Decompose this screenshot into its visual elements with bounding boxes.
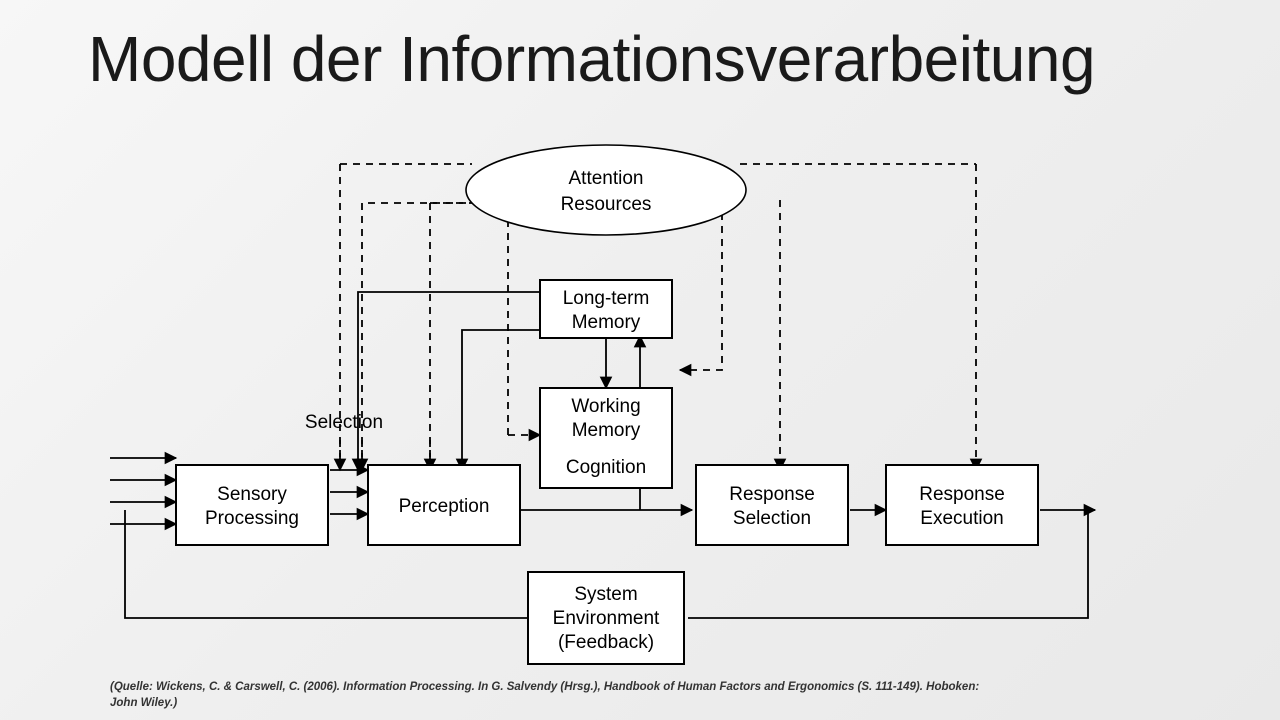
response-execution-box — [886, 465, 1038, 545]
sensory-label-line1: Sensory — [217, 484, 287, 505]
attention-label-line1: Attention — [568, 168, 644, 189]
response-selection-box — [696, 465, 848, 545]
response-execution-label-line2: Execution — [920, 508, 1004, 529]
node-system-environment[interactable] — [528, 572, 684, 664]
system-env-label-line2: Environment — [552, 608, 660, 629]
system-env-label-line1: System — [574, 584, 638, 605]
node-attention-resources[interactable] — [466, 145, 746, 235]
ltm-label-line1: Long-term — [562, 288, 650, 309]
ltm-label-line2: Memory — [571, 312, 641, 333]
sensory-label-line2: Processing — [205, 508, 299, 529]
wm-label-line1: Working — [571, 396, 641, 417]
node-long-term-memory[interactable] — [540, 280, 672, 338]
wm-label-line2: Memory — [571, 420, 641, 441]
response-execution-label-line1: Response — [919, 484, 1005, 505]
information-processing-diagram — [100, 140, 1180, 670]
selection-label: Selection — [304, 412, 384, 433]
node-perception[interactable] — [368, 465, 520, 545]
attention-label-line2: Resources — [560, 194, 652, 215]
wm-label-line3: Cognition — [565, 457, 647, 478]
page-title: Modell der Informationsverarbeitung — [88, 23, 1096, 95]
ltm-to-perception-link — [462, 330, 540, 470]
response-selection-label-line1: Response — [729, 484, 815, 505]
ltm-to-sensory-link — [358, 292, 540, 470]
node-response-execution[interactable] — [886, 465, 1038, 545]
response-selection-label-line2: Selection — [732, 508, 812, 529]
sensory-processing-box — [176, 465, 328, 545]
system-env-label-line3: (Feedback) — [557, 632, 655, 653]
node-response-selection[interactable] — [696, 465, 848, 545]
perception-label: Perception — [398, 496, 490, 517]
node-working-memory[interactable] — [540, 388, 672, 488]
source-caption: (Quelle: Wickens, C. & Carswell, C. (2006). Information Processing. In G. Salvendy (Hrsg.), Handbook of Human Factors and Ergonomics (S. 111-149). Hoboken: John Wiley.) — [110, 681, 980, 709]
attention-ellipse — [466, 145, 746, 235]
node-sensory-processing[interactable] — [176, 465, 328, 545]
